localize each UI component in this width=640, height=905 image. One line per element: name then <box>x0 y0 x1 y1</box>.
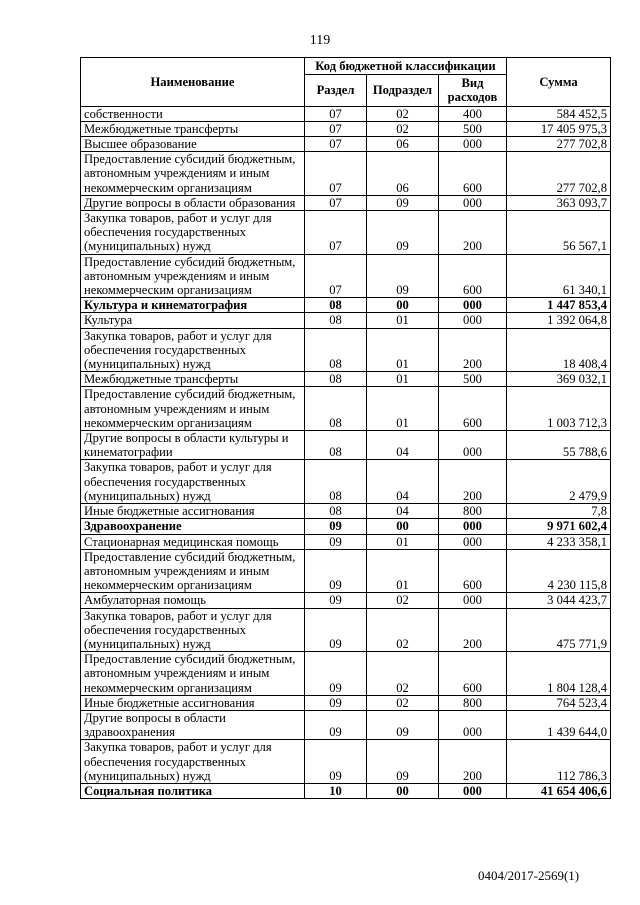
row-sum-cell: 1 439 644,0 <box>507 710 611 739</box>
row-sum-cell: 4 233 358,1 <box>507 534 611 549</box>
row-razdel-cell: 09 <box>305 608 367 652</box>
row-name-cell: Амбулаторная помощь <box>81 593 305 608</box>
row-razdel-cell: 08 <box>305 298 367 313</box>
row-razdel-cell: 09 <box>305 710 367 739</box>
row-podrazdel-cell: 01 <box>367 387 439 431</box>
row-name-cell: Здравоохранение <box>81 519 305 534</box>
row-sum-cell: 584 452,5 <box>507 106 611 121</box>
row-sum-cell: 56 567,1 <box>507 211 611 255</box>
row-vid-cell: 000 <box>439 710 507 739</box>
row-razdel-cell: 07 <box>305 121 367 136</box>
row-vid-cell: 000 <box>439 298 507 313</box>
row-vid-cell: 000 <box>439 313 507 328</box>
row-vid-cell: 400 <box>439 106 507 121</box>
row-vid-cell: 600 <box>439 652 507 696</box>
row-podrazdel-cell: 01 <box>367 534 439 549</box>
row-name-cell: Культура и кинематография <box>81 298 305 313</box>
page-number: 119 <box>309 33 331 48</box>
header-name: Наименование <box>81 58 305 107</box>
row-podrazdel-cell: 02 <box>367 593 439 608</box>
row-podrazdel-cell: 06 <box>367 152 439 196</box>
row-vid-cell: 200 <box>439 460 507 504</box>
row-razdel-cell: 08 <box>305 313 367 328</box>
row-razdel-cell: 09 <box>305 695 367 710</box>
table-row <box>81 387 611 431</box>
row-sum-cell: 369 032,1 <box>507 372 611 387</box>
row-name-cell: Закупка товаров, работ и услуг для обеспечения государственных (муниципальных) нужд <box>81 740 305 784</box>
row-sum-cell: 112 786,3 <box>507 740 611 784</box>
row-podrazdel-cell: 02 <box>367 608 439 652</box>
row-name-cell: Другие вопросы в области культуры и кинематографии <box>81 431 305 460</box>
row-vid-cell: 200 <box>439 740 507 784</box>
row-razdel-cell: 07 <box>305 195 367 210</box>
row-razdel-cell: 07 <box>305 152 367 196</box>
table-row <box>81 460 611 504</box>
row-vid-cell: 500 <box>439 372 507 387</box>
row-razdel-cell: 08 <box>305 372 367 387</box>
row-sum-cell: 2 479,9 <box>507 460 611 504</box>
row-razdel-cell: 07 <box>305 137 367 152</box>
row-podrazdel-cell: 02 <box>367 652 439 696</box>
table-row <box>81 298 611 313</box>
row-sum-cell: 61 340,1 <box>507 254 611 298</box>
row-podrazdel-cell: 02 <box>367 121 439 136</box>
row-name-cell: Предоставление субсидий бюджетным, автономным учреждениям и иным некоммерческим организациям <box>81 152 305 196</box>
row-vid-cell: 600 <box>439 254 507 298</box>
header-sum: Сумма <box>507 58 611 107</box>
table-row <box>81 431 611 460</box>
row-sum-cell: 55 788,6 <box>507 431 611 460</box>
row-razdel-cell: 08 <box>305 460 367 504</box>
row-vid-cell: 800 <box>439 504 507 519</box>
row-vid-cell: 000 <box>439 593 507 608</box>
row-sum-cell: 277 702,8 <box>507 152 611 196</box>
row-sum-cell: 41 654 406,6 <box>507 783 611 798</box>
table-body <box>81 106 611 799</box>
row-podrazdel-cell: 02 <box>367 695 439 710</box>
table-row <box>81 372 611 387</box>
row-name-cell: Закупка товаров, работ и услуг для обеспечения государственных (муниципальных) нужд <box>81 460 305 504</box>
row-vid-cell: 000 <box>439 431 507 460</box>
row-podrazdel-cell: 09 <box>367 211 439 255</box>
row-sum-cell: 17 405 975,3 <box>507 121 611 136</box>
row-name-cell: Предоставление субсидий бюджетным, автономным учреждениям и иным некоммерческим организациям <box>81 652 305 696</box>
table-row <box>81 504 611 519</box>
row-name-cell: Межбюджетные трансферты <box>81 372 305 387</box>
row-podrazdel-cell: 00 <box>367 298 439 313</box>
row-sum-cell: 9 971 602,4 <box>507 519 611 534</box>
row-vid-cell: 000 <box>439 783 507 798</box>
row-podrazdel-cell: 06 <box>367 137 439 152</box>
row-vid-cell: 000 <box>439 195 507 210</box>
table-row <box>81 137 611 152</box>
table-row <box>81 652 611 696</box>
row-razdel-cell: 08 <box>305 504 367 519</box>
table-row <box>81 211 611 255</box>
row-name-cell: Закупка товаров, работ и услуг для обеспечения государственных (муниципальных) нужд <box>81 328 305 372</box>
row-name-cell: собственности <box>81 106 305 121</box>
row-name-cell: Иные бюджетные ассигнования <box>81 695 305 710</box>
row-sum-cell: 277 702,8 <box>507 137 611 152</box>
row-sum-cell: 475 771,9 <box>507 608 611 652</box>
row-sum-cell: 18 408,4 <box>507 328 611 372</box>
row-vid-cell: 000 <box>439 519 507 534</box>
table-row <box>81 608 611 652</box>
table-row <box>81 195 611 210</box>
row-podrazdel-cell: 01 <box>367 313 439 328</box>
row-podrazdel-cell: 09 <box>367 254 439 298</box>
table-row <box>81 534 611 549</box>
row-razdel-cell: 09 <box>305 519 367 534</box>
row-sum-cell: 1 804 128,4 <box>507 652 611 696</box>
row-razdel-cell: 09 <box>305 652 367 696</box>
table-row <box>81 593 611 608</box>
row-razdel-cell: 07 <box>305 211 367 255</box>
row-name-cell: Предоставление субсидий бюджетным, автономным учреждениям и иным некоммерческим организациям <box>81 549 305 593</box>
row-podrazdel-cell: 00 <box>367 783 439 798</box>
header-budget-code: Код бюджетной классификации <box>305 58 507 75</box>
row-vid-cell: 000 <box>439 137 507 152</box>
row-podrazdel-cell: 04 <box>367 504 439 519</box>
row-podrazdel-cell: 01 <box>367 328 439 372</box>
table-row <box>81 549 611 593</box>
row-name-cell: Закупка товаров, работ и услуг для обеспечения государственных (муниципальных) нужд <box>81 211 305 255</box>
header-razdel: Раздел <box>305 75 367 106</box>
table-row <box>81 152 611 196</box>
table-row <box>81 710 611 739</box>
table-row <box>81 740 611 784</box>
row-sum-cell: 1 392 064,8 <box>507 313 611 328</box>
table-row <box>81 519 611 534</box>
table-row <box>81 313 611 328</box>
row-name-cell: Межбюджетные трансферты <box>81 121 305 136</box>
table-row <box>81 783 611 798</box>
row-sum-cell: 363 093,7 <box>507 195 611 210</box>
row-name-cell: Высшее образование <box>81 137 305 152</box>
row-sum-cell: 3 044 423,7 <box>507 593 611 608</box>
row-vid-cell: 500 <box>439 121 507 136</box>
table-row <box>81 121 611 136</box>
row-sum-cell: 764 523,4 <box>507 695 611 710</box>
row-vid-cell: 200 <box>439 211 507 255</box>
row-vid-cell: 800 <box>439 695 507 710</box>
row-podrazdel-cell: 04 <box>367 460 439 504</box>
row-sum-cell: 7,8 <box>507 504 611 519</box>
row-sum-cell: 1 447 853,4 <box>507 298 611 313</box>
row-podrazdel-cell: 01 <box>367 549 439 593</box>
row-vid-cell: 200 <box>439 608 507 652</box>
row-vid-cell: 600 <box>439 387 507 431</box>
row-vid-cell: 600 <box>439 152 507 196</box>
document-code: 0404/2017-2569(1) <box>478 868 580 883</box>
row-podrazdel-cell: 09 <box>367 710 439 739</box>
row-name-cell: Стационарная медицинская помощь <box>81 534 305 549</box>
table-row <box>81 106 611 121</box>
row-razdel-cell: 08 <box>305 431 367 460</box>
row-name-cell: Иные бюджетные ассигнования <box>81 504 305 519</box>
table-row <box>81 254 611 298</box>
row-vid-cell: 200 <box>439 328 507 372</box>
row-podrazdel-cell: 04 <box>367 431 439 460</box>
row-name-cell: Другие вопросы в области образования <box>81 195 305 210</box>
row-razdel-cell: 07 <box>305 106 367 121</box>
table-row <box>81 695 611 710</box>
row-sum-cell: 1 003 712,3 <box>507 387 611 431</box>
header-podrazdel: Подраздел <box>367 75 439 106</box>
row-podrazdel-cell: 09 <box>367 195 439 210</box>
header-vid: Вид расходов <box>439 75 507 106</box>
row-name-cell: Предоставление субсидий бюджетным, автономным учреждениям и иным некоммерческим организациям <box>81 254 305 298</box>
row-razdel-cell: 09 <box>305 549 367 593</box>
row-name-cell: Культура <box>81 313 305 328</box>
table-header <box>81 58 611 107</box>
row-razdel-cell: 08 <box>305 387 367 431</box>
row-name-cell: Закупка товаров, работ и услуг для обеспечения государственных (муниципальных) нужд <box>81 608 305 652</box>
row-sum-cell: 4 230 115,8 <box>507 549 611 593</box>
row-name-cell: Социальная политика <box>81 783 305 798</box>
table-row <box>81 328 611 372</box>
row-razdel-cell: 09 <box>305 593 367 608</box>
row-vid-cell: 000 <box>439 534 507 549</box>
row-razdel-cell: 09 <box>305 534 367 549</box>
row-vid-cell: 600 <box>439 549 507 593</box>
row-podrazdel-cell: 02 <box>367 106 439 121</box>
row-name-cell: Другие вопросы в области здравоохранения <box>81 710 305 739</box>
row-podrazdel-cell: 01 <box>367 372 439 387</box>
budget-table <box>80 57 611 799</box>
row-podrazdel-cell: 09 <box>367 740 439 784</box>
row-name-cell: Предоставление субсидий бюджетным, автономным учреждениям и иным некоммерческим организациям <box>81 387 305 431</box>
row-razdel-cell: 09 <box>305 740 367 784</box>
row-razdel-cell: 07 <box>305 254 367 298</box>
row-razdel-cell: 08 <box>305 328 367 372</box>
row-podrazdel-cell: 00 <box>367 519 439 534</box>
row-razdel-cell: 10 <box>305 783 367 798</box>
